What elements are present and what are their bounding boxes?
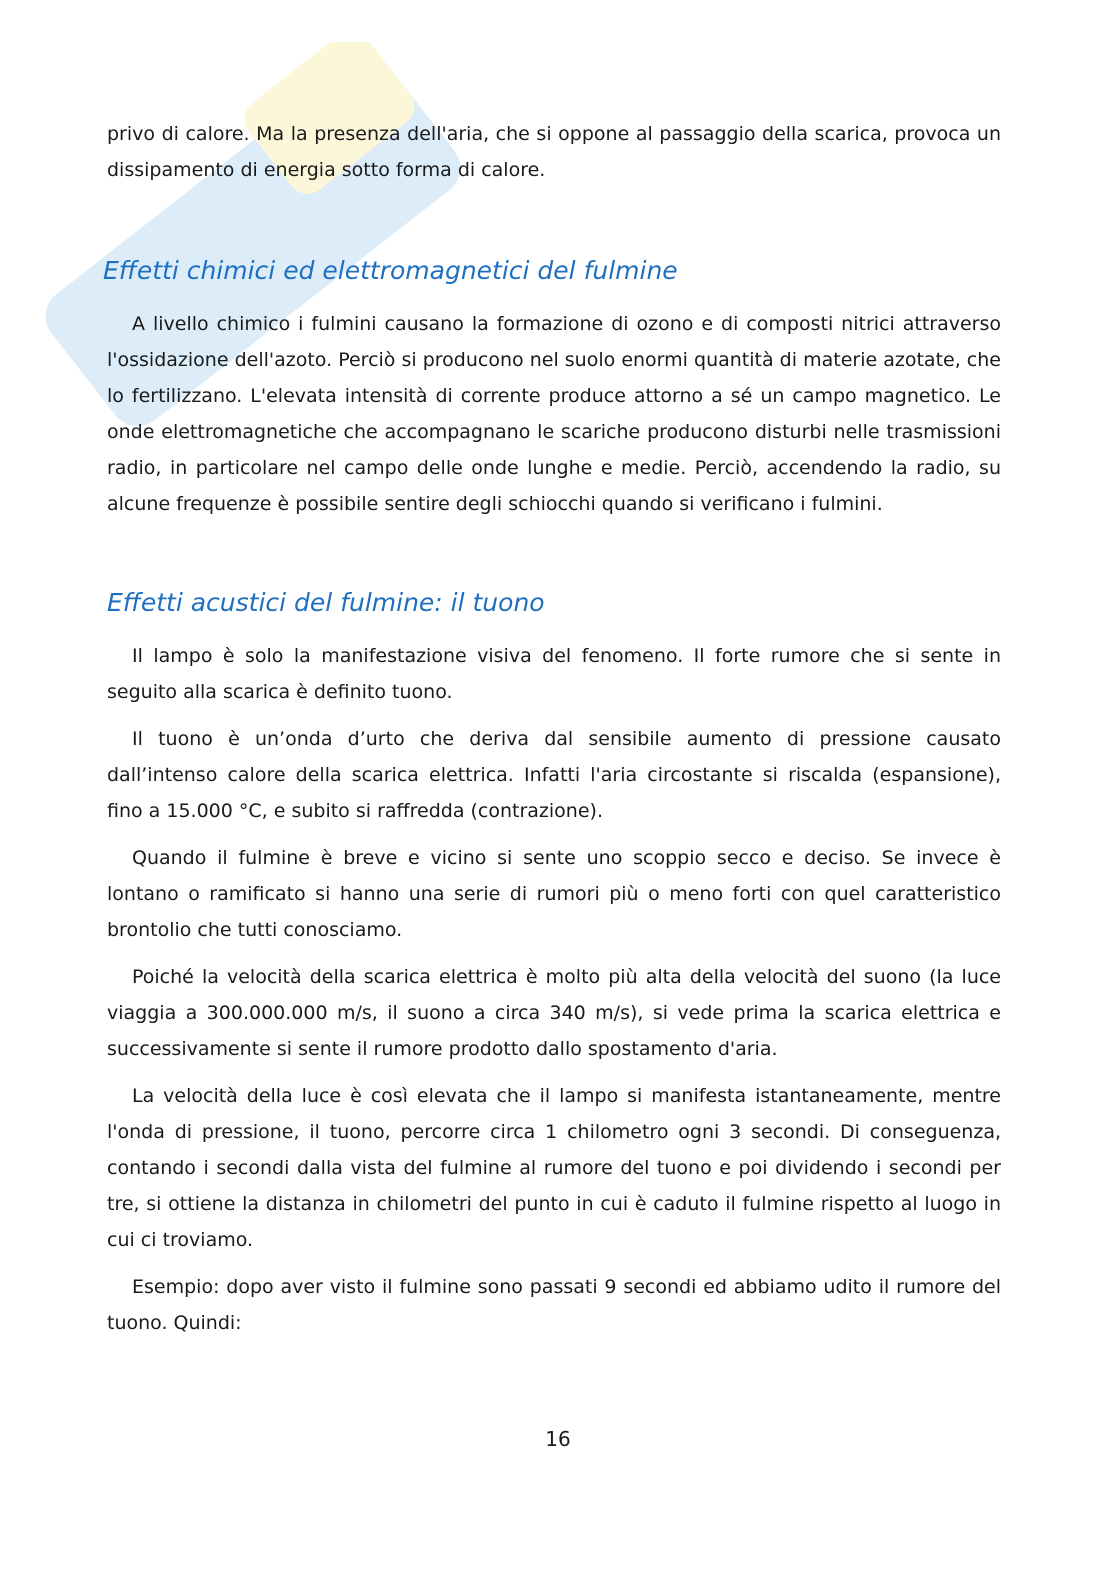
- paragraph-intro: privo di calore. Ma la presenza dell'aria, che si oppone al passaggio della scarica, provoca un dissipamento di energia sotto forma di calore.: [107, 123, 1001, 181]
- paragraph-velocita-luce: La velocità della luce è così elevata che il lampo si manifesta istantaneamente, mentre l'onda di pressione, il tuono, percorre circa 1 chilometro ogni 3 secondi. Di conseguenza, contando i secondi dalla vista del fulmine al rumore del tuono e poi dividendo i secondi per tre, si ottiene la distanza in chilometri del punto in cui è caduto il fulmine rispetto al luogo in cui ci troviamo.: [107, 1085, 1001, 1251]
- heading-acoustic-effects: Effetti acustici del fulmine: il tuono: [107, 588, 545, 617]
- paragraph-fulmine-breve: Quando il fulmine è breve e vicino si sente uno scoppio secco e deciso. Se invece è lontano o ramificato si hanno una serie di rumori più o meno forti con quel caratteristico brontolio che tutti conosciamo.: [107, 847, 1001, 941]
- paragraph-velocita-scarica: Poiché la velocità della scarica elettrica è molto più alta della velocità del suono (la luce viaggia a 300.000.000 m/s, il suono a circa 340 m/s), si vede prima la scarica elettrica e successivamente si sente il rumore prodotto dallo spostamento d'aria.: [107, 966, 1001, 1060]
- document-body: [103, 116, 1001, 1352]
- page-number: 16: [545, 1427, 571, 1451]
- paragraph-esempio: Esempio: dopo aver visto il fulmine sono passati 9 secondi ed abbiamo udito il rumore del tuono. Quindi:: [107, 1276, 1001, 1334]
- heading-chemical-effects: Effetti chimici ed elettromagnetici del fulmine: [103, 256, 678, 285]
- paragraph-tuono: Il tuono è un’onda d’urto che deriva dal sensibile aumento di pressione causato dall’intenso calore della scarica elettrica. Infatti l'aria circostante si riscalda (espansione), fino a 15.000 °C, e subito si raffredda (contrazione).: [107, 728, 1001, 822]
- paragraph-chemical-effects: A livello chimico i fulmini causano la formazione di ozono e di composti nitrici attraverso l'ossidazione dell'azoto. Perciò si producono nel suolo enormi quantità di materie azotate, che lo fertilizzano. L'elevata intensità di corrente produce attorno a sé un campo magnetico. Le onde elettromagnetiche che accompagnano le scariche producono disturbi nelle trasmissioni radio, in particolare nel campo delle onde lunghe e medie. Perciò, accendendo la radio, su alcune frequenze è possibile sentire degli schiocchi quando si verificano i fulmini.: [107, 313, 1001, 515]
- paragraph-lampo: Il lampo è solo la manifestazione visiva del fenomeno. Il forte rumore che si sente in seguito alla scarica è definito tuono.: [107, 645, 1001, 703]
